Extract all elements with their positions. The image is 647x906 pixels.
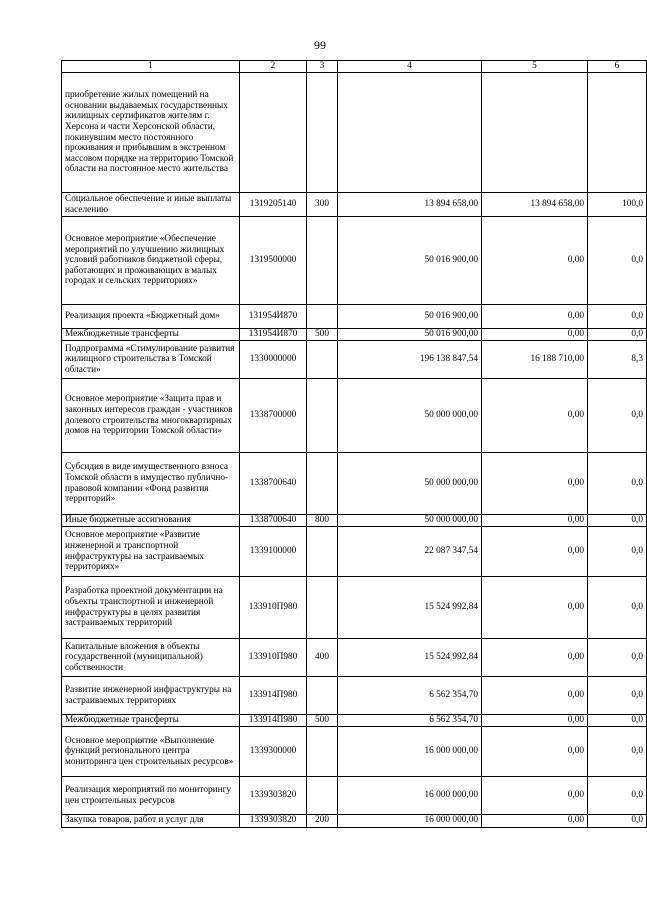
row-plan: 15 524 992,84 xyxy=(338,639,482,677)
row-percent: 0,0 xyxy=(588,777,647,815)
row-plan: 15 524 992,84 xyxy=(338,577,482,639)
row-type xyxy=(307,527,338,577)
row-plan: 50 000 000,00 xyxy=(338,379,482,453)
row-code: 1339303820 xyxy=(240,777,307,815)
table-row xyxy=(62,341,647,379)
row-name: Межбюджетные трансферты xyxy=(62,715,240,727)
table-row xyxy=(62,677,647,715)
row-code: 133914П980 xyxy=(240,677,307,715)
table-row xyxy=(62,727,647,777)
column-header: 1 xyxy=(62,61,240,73)
row-percent: 0,0 xyxy=(588,527,647,577)
row-code: 131954И870 xyxy=(240,329,307,341)
row-type: 500 xyxy=(307,715,338,727)
column-header: 3 xyxy=(307,61,338,73)
row-type xyxy=(307,453,338,515)
row-percent: 0,0 xyxy=(588,677,647,715)
row-code xyxy=(240,73,307,193)
row-type xyxy=(307,305,338,329)
row-percent: 0,0 xyxy=(588,217,647,305)
row-type: 800 xyxy=(307,515,338,527)
row-percent: 0,0 xyxy=(588,379,647,453)
row-fact: 0,00 xyxy=(482,777,588,815)
row-type xyxy=(307,577,338,639)
row-plan: 50 016 900,00 xyxy=(338,305,482,329)
row-percent: 0,0 xyxy=(588,715,647,727)
row-type: 200 xyxy=(307,815,338,828)
row-code: 1338700000 xyxy=(240,379,307,453)
row-name: приобретение жилых помещений на основании выдаваемых государственных жилищных сертификатов жителям г. Херсона и части Херсонской области, покинувшим место постоянного проживания и прибывшим в экстренном массовом порядке на территорию Томской области на постоянное место жительства xyxy=(62,73,240,193)
row-plan: 16 000 000,00 xyxy=(338,777,482,815)
row-percent: 0,0 xyxy=(588,515,647,527)
row-fact xyxy=(482,73,588,193)
row-name: Развитие инженерной инфраструктуры на застраиваемых территориях xyxy=(62,677,240,715)
row-fact: 0,00 xyxy=(482,527,588,577)
row-name: Разработка проектной документации на объекты транспортной и инженерной инфраструктуры в целях развития застраиваемых территорий xyxy=(62,577,240,639)
row-fact: 0,00 xyxy=(482,305,588,329)
row-name: Субсидия в виде имущественного взноса Томской области в имущество публично-правовой компании «Фонд развития территорий» xyxy=(62,453,240,515)
row-fact: 0,00 xyxy=(482,727,588,777)
row-name: Подпрограмма «Стимулирование развития жилищного строительства в Томской области» xyxy=(62,341,240,379)
row-plan: 16 000 000,00 xyxy=(338,815,482,828)
row-name: Основное мероприятие «Обеспечение мероприятий по улучшению жилищных условий работников бюджетной сферы, работающих и проживающих в малых городах и сельских территориях» xyxy=(62,217,240,305)
row-percent: 0,0 xyxy=(588,727,647,777)
row-plan: 13 894 658,00 xyxy=(338,193,482,217)
table-row xyxy=(62,527,647,577)
column-header: 2 xyxy=(240,61,307,73)
column-header: 5 xyxy=(482,61,588,73)
row-fact: 13 894 658,00 xyxy=(482,193,588,217)
row-type xyxy=(307,777,338,815)
row-code: 1319500000 xyxy=(240,217,307,305)
table-header-row xyxy=(62,61,647,73)
row-plan: 50 000 000,00 xyxy=(338,515,482,527)
row-name: Основное мероприятие «Выполнение функций регионального центра мониторинга цен строительных ресурсов» xyxy=(62,727,240,777)
table-row xyxy=(62,217,647,305)
row-fact: 0,00 xyxy=(482,815,588,828)
row-percent xyxy=(588,73,647,193)
column-header: 6 xyxy=(588,61,647,73)
row-percent: 0,0 xyxy=(588,453,647,515)
row-code: 133914П980 xyxy=(240,715,307,727)
budget-table xyxy=(61,60,647,828)
row-plan: 16 000 000,00 xyxy=(338,727,482,777)
row-fact: 0,00 xyxy=(482,715,588,727)
row-code: 133910П980 xyxy=(240,639,307,677)
page-number: 99 xyxy=(314,38,326,52)
row-percent: 0,0 xyxy=(588,815,647,828)
row-plan: 196 138 847,54 xyxy=(338,341,482,379)
row-type xyxy=(307,73,338,193)
row-fact: 0,00 xyxy=(482,379,588,453)
row-type xyxy=(307,379,338,453)
row-plan: 50 016 900,00 xyxy=(338,217,482,305)
table-row xyxy=(62,193,647,217)
row-type xyxy=(307,677,338,715)
row-code: 131954И870 xyxy=(240,305,307,329)
table-row xyxy=(62,715,647,727)
row-fact: 0,00 xyxy=(482,677,588,715)
table-row xyxy=(62,453,647,515)
row-type: 400 xyxy=(307,639,338,677)
table-row xyxy=(62,379,647,453)
table-row xyxy=(62,329,647,341)
table-row xyxy=(62,305,647,329)
row-fact: 0,00 xyxy=(482,515,588,527)
row-name: Капитальные вложения в объекты государственной (муниципальной) собственности xyxy=(62,639,240,677)
row-code: 133910П980 xyxy=(240,577,307,639)
row-percent: 0,0 xyxy=(588,305,647,329)
row-type: 300 xyxy=(307,193,338,217)
column-header: 4 xyxy=(338,61,482,73)
row-type xyxy=(307,727,338,777)
row-code: 1339303820 xyxy=(240,815,307,828)
row-type: 500 xyxy=(307,329,338,341)
table-row xyxy=(62,577,647,639)
row-fact: 0,00 xyxy=(482,577,588,639)
row-code: 1319205140 xyxy=(240,193,307,217)
row-code: 1338700640 xyxy=(240,453,307,515)
table-row xyxy=(62,777,647,815)
row-name: Социальное обеспечение и иные выплаты населению xyxy=(62,193,240,217)
row-plan: 50 000 000,00 xyxy=(338,453,482,515)
row-plan xyxy=(338,73,482,193)
row-name: Межбюджетные трансферты xyxy=(62,329,240,341)
row-percent: 0,0 xyxy=(588,577,647,639)
row-percent: 0,0 xyxy=(588,639,647,677)
row-percent: 8,3 xyxy=(588,341,647,379)
row-plan: 6 562 354,70 xyxy=(338,715,482,727)
row-name: Основное мероприятие «Защита прав и законных интересов граждан - участников долевого строительства многоквартирных домов на территории Томской области» xyxy=(62,379,240,453)
row-percent: 100,0 xyxy=(588,193,647,217)
row-code: 1339300000 xyxy=(240,727,307,777)
table-row xyxy=(62,639,647,677)
row-fact: 0,00 xyxy=(482,217,588,305)
row-code: 1339100000 xyxy=(240,527,307,577)
row-name: Реализация мероприятий по мониторингу цен строительных ресурсов xyxy=(62,777,240,815)
table-row xyxy=(62,73,647,193)
row-code: 1338700640 xyxy=(240,515,307,527)
table-row xyxy=(62,815,647,828)
row-type xyxy=(307,341,338,379)
row-name: Реализация проекта «Бюджетный дом» xyxy=(62,305,240,329)
row-percent: 0,0 xyxy=(588,329,647,341)
row-plan: 6 562 354,70 xyxy=(338,677,482,715)
row-name: Иные бюджетные ассигнования xyxy=(62,515,240,527)
row-code: 1330000000 xyxy=(240,341,307,379)
row-type xyxy=(307,217,338,305)
row-fact: 0,00 xyxy=(482,453,588,515)
row-name: Основное мероприятие «Развитие инженерной и транспортной инфраструктуры на застраиваемых территориях» xyxy=(62,527,240,577)
row-name: Закупка товаров, работ и услуг для xyxy=(62,815,240,828)
row-fact: 0,00 xyxy=(482,639,588,677)
table-row xyxy=(62,515,647,527)
row-plan: 50 016 900,00 xyxy=(338,329,482,341)
row-fact: 0,00 xyxy=(482,329,588,341)
row-plan: 22 087 347,54 xyxy=(338,527,482,577)
row-fact: 16 188 710,00 xyxy=(482,341,588,379)
